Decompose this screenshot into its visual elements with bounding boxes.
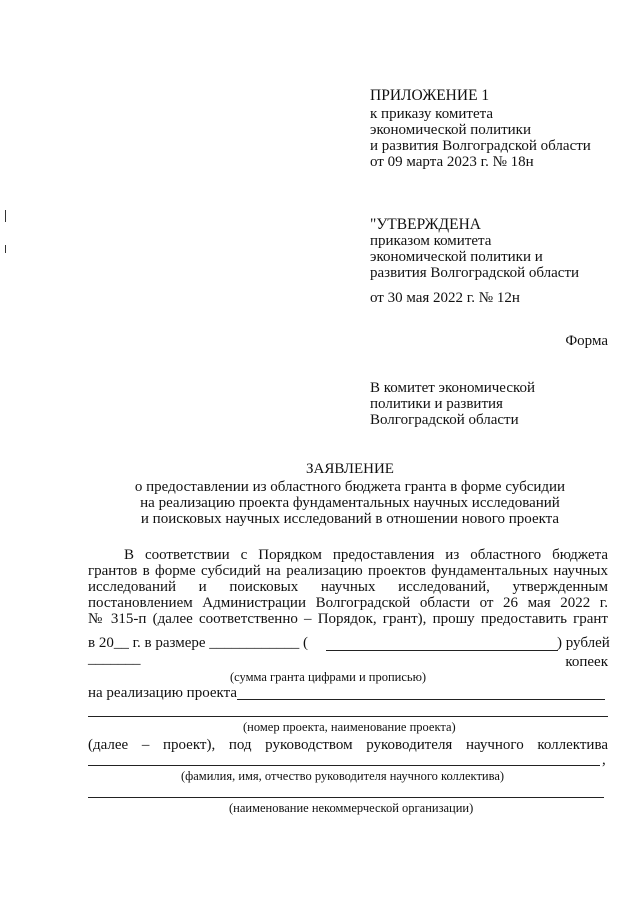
caption-amount: (сумма гранта цифрами и прописью) (230, 670, 427, 684)
amount-suffix: ) рублей (557, 635, 610, 651)
caption-organization: (наименование некоммерческой организации) (229, 801, 474, 815)
form-label: Форма (565, 333, 608, 349)
appendix-block (370, 88, 591, 170)
body-line: постановлением Администрации Волгоградской области от 26 мая 2022 г. (88, 595, 608, 611)
body-line: исследований и поисковых научных исследований, утвержденным (88, 579, 608, 595)
addressee-line: В комитет экономической (370, 380, 536, 396)
project-field-line2[interactable] (88, 716, 608, 717)
approved-date: от 30 мая 2022 г. № 12н (370, 290, 520, 306)
appendix-line: к приказу комитета (370, 106, 494, 122)
approved-title: "УТВЕРЖДЕНА (370, 216, 481, 233)
body-line: грантов в форме субсидий на реализацию проектов фундаментальных научных (88, 563, 608, 579)
project-field[interactable] (237, 699, 605, 700)
appendix-title: ПРИЛОЖЕНИЕ 1 (370, 87, 490, 104)
body-paragraph (88, 547, 608, 627)
body-line: В соответствии с Порядком предоставления из областного бюджета (124, 547, 608, 563)
approved-line: приказом комитета (370, 233, 492, 249)
amount-prefix: в 20__ г. в размере ____________ ( (88, 635, 309, 651)
leader-line: (далее – проект), под руководством руководителя научного коллектива (88, 737, 608, 753)
approved-block (370, 217, 579, 306)
addressee-block (370, 380, 535, 428)
appendix-line: и развития Волгоградской области (370, 138, 591, 154)
approved-line: экономической политики и (370, 249, 543, 265)
approved-line: развития Волгоградской области (370, 265, 580, 281)
document-heading (60, 461, 640, 527)
scan-mark (5, 210, 6, 222)
appendix-line: экономической политики (370, 122, 532, 138)
leader-field[interactable] (88, 765, 600, 766)
heading-line: и поисковых научных исследований в отношении нового проекта (140, 511, 560, 527)
heading-line: на реализацию проекта фундаментальных научных исследований (140, 495, 560, 511)
scan-mark (5, 245, 6, 253)
appendix-line: от 09 марта 2023 г. № 18н (370, 154, 534, 170)
heading-line: о предоставлении из областного бюджета гранта в форме субсидии (134, 479, 566, 495)
caption-leader: (фамилия, имя, отчество руководителя научного коллектива) (181, 769, 505, 783)
kopeks-blank[interactable]: _______ (88, 651, 141, 667)
body-line: № 315-п (далее соответственно – Порядок, грант), прошу предоставить грант (88, 611, 608, 627)
addressee-line: политики и развития (370, 396, 503, 412)
organization-field[interactable] (88, 797, 604, 798)
kopeks-label: копеек (565, 654, 608, 670)
heading-title: ЗАЯВЛЕНИЕ (306, 461, 394, 477)
addressee-line: Волгоградской области (370, 412, 519, 428)
project-label: на реализацию проекта (88, 685, 238, 701)
amount-words-field[interactable] (326, 650, 558, 651)
comma: , (602, 752, 606, 768)
caption-project: (номер проекта, наименование проекта) (243, 720, 456, 734)
